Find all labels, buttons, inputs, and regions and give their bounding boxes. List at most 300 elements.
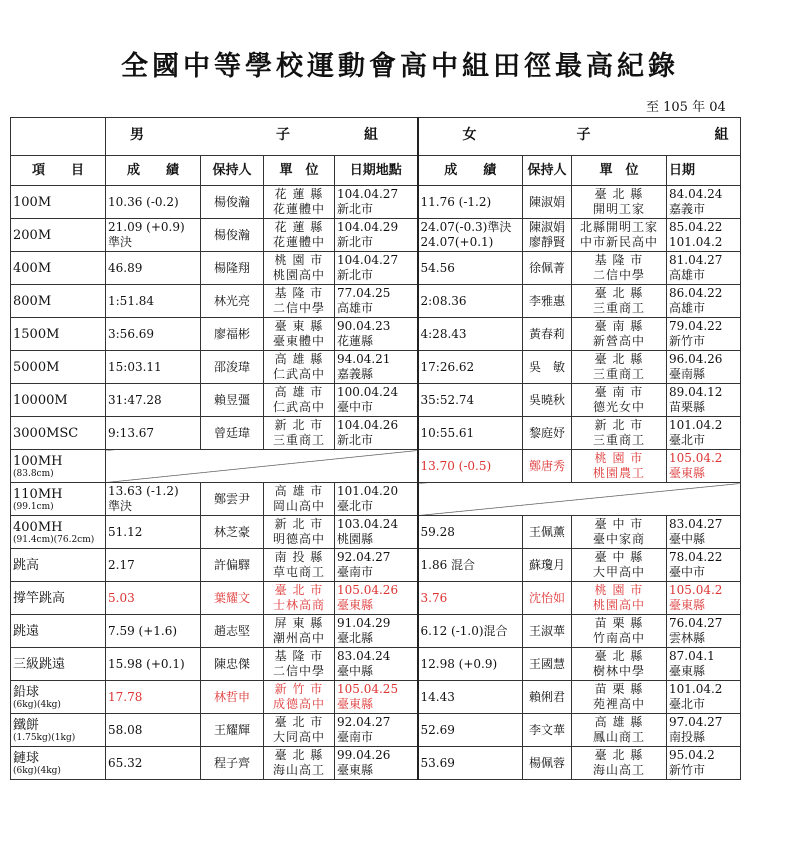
women-result-line: 24.07(-0.3)準決: [420, 220, 512, 234]
men-result: [106, 582, 201, 615]
men-unit-line: 士林高商: [272, 598, 325, 612]
event-label: 100MH: [13, 453, 63, 469]
men-date-line: 臺東縣: [337, 763, 374, 777]
men-date: [335, 285, 418, 318]
women-result-line: 3.76: [420, 590, 448, 605]
men-date-line: 臺東縣: [337, 697, 374, 711]
women-unit-line: 臺 北 縣: [594, 748, 644, 762]
women-holder-line: 徐佩菁: [528, 260, 565, 275]
men-holder: [201, 681, 264, 714]
men-result-line: 15:03.11: [108, 359, 162, 374]
women-group-char-1: 女: [462, 127, 477, 143]
women-unit: [572, 714, 667, 747]
women-date: [667, 417, 741, 450]
record-row: [11, 384, 741, 417]
men-result-line: 58.08: [108, 722, 143, 737]
event-name: [11, 714, 106, 747]
column-header-row: [11, 156, 741, 186]
men-holder-line: 程子齊: [213, 755, 250, 770]
men-result-line: 46.89: [108, 260, 143, 275]
men-result: [106, 417, 201, 450]
women-unit-line: 三重商工: [592, 433, 645, 447]
col-w-result: 成 績: [418, 156, 523, 186]
women-date-line: 101.04.2: [669, 235, 723, 249]
women-date-line: 臺東縣: [669, 466, 706, 480]
event-name: [11, 483, 106, 516]
men-result: [106, 615, 201, 648]
men-result: [106, 747, 201, 780]
record-row: [11, 681, 741, 714]
women-result: [418, 714, 523, 747]
men-group-header: [106, 118, 418, 156]
men-unit: [264, 186, 335, 219]
women-date-line: 臺南縣: [669, 367, 706, 381]
men-result: [106, 351, 201, 384]
women-holder-line: 王佩薰: [528, 524, 565, 539]
women-unit-line: 桃 園 市: [594, 451, 644, 465]
men-group-char-1: 男: [130, 127, 144, 143]
women-unit-line: 大甲高中: [592, 565, 645, 579]
men-unit-line: 花蓮體中: [272, 202, 325, 216]
men-holder: [201, 582, 264, 615]
men-unit-line: 新 竹 市: [274, 682, 324, 696]
women-date-line: 臺北市: [669, 433, 706, 447]
women-unit-line: 三重商工: [592, 301, 645, 315]
event-spec: (1.75kg)(1kg): [13, 732, 76, 743]
event-name: [11, 450, 106, 483]
women-result: [418, 318, 523, 351]
women-holder: [523, 219, 572, 252]
men-unit-line: 臺 東 縣: [274, 319, 324, 333]
men-unit-line: 二信中學: [272, 301, 325, 315]
men-unit-line: 桃園高中: [272, 268, 325, 282]
men-unit-line: 仁武高中: [272, 400, 325, 414]
men-result-line: 17.78: [108, 689, 143, 704]
men-holder: [201, 186, 264, 219]
women-unit: [572, 747, 667, 780]
men-holder: [201, 747, 264, 780]
women-unit: [572, 318, 667, 351]
women-holder: [523, 714, 572, 747]
women-date-line: 高雄市: [669, 301, 706, 315]
women-date-line: 臺東縣: [669, 664, 706, 678]
col-m-date: 日期地點: [335, 156, 418, 186]
women-date: [667, 285, 741, 318]
men-result-line: 5.03: [108, 590, 135, 605]
women-unit-line: 臺中家商: [592, 532, 645, 546]
women-date-line: 89.04.12: [669, 385, 723, 399]
women-unit-line: 中市新民高中: [579, 235, 658, 249]
women-holder: [523, 252, 572, 285]
women-unit-line: 桃園農工: [592, 466, 645, 480]
men-result: [106, 285, 201, 318]
men-date: [335, 351, 418, 384]
event-label: 400M: [13, 260, 52, 276]
women-result-line: 54.56: [420, 260, 455, 275]
women-date-line: 南投縣: [669, 730, 706, 744]
event-label: 鉛球: [13, 684, 40, 700]
col-m-holder: 保持人: [201, 156, 264, 186]
men-unit: [264, 384, 335, 417]
women-holder-line: 王國慧: [528, 656, 565, 671]
women-unit: [572, 582, 667, 615]
men-holder: [201, 549, 264, 582]
men-result: [106, 648, 201, 681]
men-unit: [264, 285, 335, 318]
men-holder-line: 賴昱彊: [213, 392, 250, 407]
men-result-line: 15.98 (+0.1): [108, 656, 185, 671]
women-holder-line: 陳淑娟: [528, 194, 565, 209]
women-date: [667, 450, 741, 483]
men-date-line: 新北市: [337, 235, 374, 249]
men-holder: [201, 219, 264, 252]
women-date: [667, 516, 741, 549]
women-date: [667, 747, 741, 780]
women-unit-line: 三重商工: [592, 367, 645, 381]
men-unit-line: 草屯商工: [272, 565, 325, 579]
men-unit: [264, 252, 335, 285]
women-unit-line: 桃園高中: [592, 598, 645, 612]
women-holder: [523, 516, 572, 549]
women-unit: [572, 417, 667, 450]
men-result: [106, 219, 201, 252]
men-unit-line: 新 北 市: [274, 418, 324, 432]
men-date-line: 新北市: [337, 268, 374, 282]
men-date: [335, 615, 418, 648]
men-holder: [201, 714, 264, 747]
women-date: [667, 549, 741, 582]
women-result: [418, 615, 523, 648]
women-holder: [523, 549, 572, 582]
women-holder-line: 李雅惠: [528, 293, 565, 308]
men-date-line: 臺南市: [337, 730, 374, 744]
men-date-line: 桃園縣: [337, 532, 374, 546]
men-result-line: 10.36 (-0.2): [108, 194, 179, 209]
men-date-line: 臺中縣: [337, 664, 374, 678]
men-holder-line: 楊俊瀚: [213, 227, 250, 242]
men-date-line: 90.04.23: [337, 319, 391, 333]
women-result-line: 13.70 (-0.5): [420, 458, 492, 473]
women-group-header: [418, 118, 741, 156]
record-row: [11, 714, 741, 747]
women-result-line: 17:26.62: [420, 359, 475, 374]
women-date-line: 新竹市: [669, 334, 706, 348]
women-unit-line: 臺 中 市: [594, 517, 644, 531]
event-label: 1500M: [13, 326, 60, 342]
record-row: [11, 351, 741, 384]
event-name: [11, 549, 106, 582]
men-date-line: 104.04.27: [337, 187, 399, 201]
women-date: [667, 219, 741, 252]
women-date: [667, 186, 741, 219]
record-row: [11, 648, 741, 681]
women-result-line: 1.86 混合: [420, 557, 476, 572]
women-holder-line: 賴俐君: [528, 689, 565, 704]
men-date-line: 100.04.24: [337, 385, 399, 399]
women-unit: [572, 450, 667, 483]
women-date-line: 79.04.22: [669, 319, 723, 333]
men-unit-line: 臺 北 市: [274, 583, 324, 597]
col-w-unit: 單 位: [572, 156, 667, 186]
event-name: [11, 747, 106, 780]
men-result: [106, 186, 201, 219]
men-date-line: 高雄市: [337, 301, 374, 315]
women-holder: [523, 582, 572, 615]
men-unit: [264, 648, 335, 681]
men-unit-line: 花 蓮 縣: [274, 187, 324, 201]
women-result-line: 12.98 (+0.9): [420, 656, 498, 671]
men-date-line: 臺北市: [337, 499, 374, 513]
women-unit: [572, 516, 667, 549]
women-date: [667, 252, 741, 285]
women-date-line: 84.04.24: [669, 187, 723, 201]
women-result: [418, 219, 523, 252]
men-result: [106, 681, 201, 714]
men-holder: [201, 252, 264, 285]
men-result-line: 1:51.84: [108, 293, 155, 308]
men-unit-line: 基 隆 市: [274, 649, 324, 663]
men-date: [335, 549, 418, 582]
women-result-line: 4:28.43: [420, 326, 467, 341]
women-unit-line: 二信中學: [592, 268, 645, 282]
men-date: [335, 417, 418, 450]
women-result: [418, 648, 523, 681]
women-unit-line: 臺 北 縣: [594, 352, 644, 366]
women-group-char-2: 子: [576, 127, 591, 143]
women-result-line: 2:08.36: [420, 293, 467, 308]
men-group-char-3: 組: [364, 127, 378, 143]
men-holder: [201, 615, 264, 648]
women-date-line: 81.04.27: [669, 253, 723, 267]
men-unit: [264, 417, 335, 450]
men-holder: [201, 417, 264, 450]
women-holder-line: 廖靜賢: [528, 235, 565, 249]
men-date-line: 92.04.27: [337, 715, 391, 729]
men-date-line: 99.04.26: [337, 748, 391, 762]
women-result: [418, 285, 523, 318]
men-date-line: 77.04.25: [337, 286, 391, 300]
women-result-line: 59.28: [420, 524, 455, 539]
men-date-line: 花蓮縣: [337, 334, 374, 348]
men-result: [106, 252, 201, 285]
men-unit-line: 岡山高中: [272, 499, 325, 513]
women-holder-line: 鄭唐秀: [528, 458, 565, 473]
event-label: 3000MSC: [13, 425, 79, 441]
women-date: [667, 582, 741, 615]
women-unit-line: 德光女中: [592, 400, 645, 414]
women-date: [667, 351, 741, 384]
women-date-line: 嘉義市: [669, 202, 706, 216]
women-result: [418, 450, 523, 483]
women-unit-line: 苗 栗 縣: [594, 616, 644, 630]
men-result-line: 65.32: [108, 755, 143, 770]
event-spec: (6kg)(4kg): [13, 765, 61, 776]
men-date-line: 91.04.29: [337, 616, 391, 630]
women-date-line: 76.04.27: [669, 616, 723, 630]
men-date: [335, 747, 418, 780]
men-unit-line: 二信中學: [272, 664, 325, 678]
men-unit-line: 桃 園 市: [274, 253, 324, 267]
women-holder-line: 沈怡如: [528, 590, 565, 605]
women-date-line: 83.04.27: [669, 517, 723, 531]
record-row: [11, 516, 741, 549]
men-unit-line: 南 投 縣: [274, 550, 324, 564]
men-unit: [264, 549, 335, 582]
women-unit: [572, 285, 667, 318]
event-spec: (83.8cm): [13, 468, 54, 479]
women-holder-line: 蘇瓊月: [528, 557, 565, 572]
men-date-line: 105.04.26: [337, 583, 399, 597]
men-unit-line: 臺 北 市: [274, 715, 324, 729]
men-date: [335, 483, 418, 516]
men-unit: [264, 615, 335, 648]
women-result: [418, 417, 523, 450]
women-result-line: 53.69: [420, 755, 455, 770]
col-m-unit: 單 位: [264, 156, 335, 186]
men-date-line: 104.04.26: [337, 418, 399, 432]
record-row: [11, 318, 741, 351]
women-result-line: 14.43: [420, 689, 455, 704]
women-date: [667, 615, 741, 648]
men-holder-line: 楊隆翔: [213, 260, 250, 275]
women-unit: [572, 252, 667, 285]
women-date-line: 95.04.2: [669, 748, 715, 762]
women-result: [418, 582, 523, 615]
men-unit-line: 三重商工: [272, 433, 325, 447]
men-holder-line: 趙志堅: [213, 623, 250, 638]
record-row: [11, 219, 741, 252]
event-name: [11, 252, 106, 285]
record-row: [11, 615, 741, 648]
women-no-record: [418, 483, 741, 516]
women-result-line: 6.12 (-1.0)混合: [420, 623, 508, 638]
women-result-line: 10:55.61: [420, 425, 475, 440]
men-unit-line: 大同高中: [272, 730, 325, 744]
women-unit-line: 新 北 市: [594, 418, 644, 432]
women-unit-line: 樹林中學: [592, 664, 645, 678]
men-result: [106, 384, 201, 417]
women-unit: [572, 615, 667, 648]
women-unit-line: 臺 北 縣: [594, 286, 644, 300]
women-unit-line: 苑裡高中: [592, 697, 645, 711]
women-holder: [523, 417, 572, 450]
women-holder-line: 黎庭妤: [528, 425, 565, 440]
women-date-line: 臺東縣: [669, 598, 706, 612]
men-holder-line: 陳忠傑: [213, 656, 250, 671]
women-holder-line: 陳淑娟: [528, 220, 565, 234]
men-result: [106, 516, 201, 549]
women-date: [667, 681, 741, 714]
women-date: [667, 714, 741, 747]
women-result-line: 35:52.74: [420, 392, 475, 407]
men-holder-line: 王耀輝: [213, 722, 250, 737]
men-holder: [201, 516, 264, 549]
women-result: [418, 681, 523, 714]
men-date-line: 101.04.20: [337, 484, 399, 498]
men-unit-line: 屏 東 縣: [274, 616, 324, 630]
men-unit-line: 高 雄 縣: [274, 352, 324, 366]
men-date-line: 104.04.29: [337, 220, 399, 234]
event-name: [11, 582, 106, 615]
women-holder: [523, 318, 572, 351]
women-unit-line: 臺 中 縣: [594, 550, 644, 564]
event-name: [11, 516, 106, 549]
women-date-line: 臺中市: [669, 565, 706, 579]
women-date-line: 78.04.22: [669, 550, 723, 564]
women-date-line: 101.04.2: [669, 682, 723, 696]
men-unit-line: 潮州高中: [272, 631, 325, 645]
men-holder-line: 廖福彬: [213, 326, 250, 341]
men-holder: [201, 648, 264, 681]
women-unit-line: 新營高中: [592, 334, 645, 348]
women-date: [667, 384, 741, 417]
women-date-line: 85.04.22: [669, 220, 723, 234]
men-unit: [264, 516, 335, 549]
event-name: [11, 285, 106, 318]
men-result-line: 7.59 (+1.6): [108, 623, 178, 638]
women-unit: [572, 384, 667, 417]
event-name: [11, 219, 106, 252]
women-result: [418, 516, 523, 549]
women-result-line: 11.76 (-1.2): [420, 194, 492, 209]
men-date-line: 105.04.25: [337, 682, 399, 696]
women-unit-line: 臺 南 縣: [594, 319, 644, 333]
event-label: 5000M: [13, 359, 60, 375]
page-title: 全國中等學校運動會高中組田徑最高紀錄: [121, 51, 679, 82]
record-row: [11, 417, 741, 450]
col-m-result: 成 績: [106, 156, 201, 186]
women-result-line: 24.07(+0.1): [420, 235, 494, 249]
men-unit-line: 花 蓮 縣: [274, 220, 324, 234]
women-result: [418, 186, 523, 219]
women-holder-line: 李文華: [528, 722, 565, 737]
men-date: [335, 648, 418, 681]
col-w-date: 日期: [667, 156, 741, 186]
col-w-holder: 保持人: [523, 156, 572, 186]
men-result-line: 51.12: [108, 524, 143, 539]
women-date-line: 臺中縣: [669, 532, 706, 546]
women-unit-line: 桃 園 市: [594, 583, 644, 597]
event-label: 10000M: [13, 392, 68, 408]
women-date-line: 101.04.2: [669, 418, 723, 432]
women-unit-line: 臺 北 縣: [594, 649, 644, 663]
men-result-line: 準決: [108, 235, 133, 249]
event-label: 跳高: [13, 557, 40, 573]
men-unit-line: 花蓮體中: [272, 235, 325, 249]
men-unit: [264, 747, 335, 780]
men-unit: [264, 582, 335, 615]
men-unit-line: 高 雄 市: [274, 385, 324, 399]
women-unit: [572, 549, 667, 582]
record-row: [11, 483, 741, 516]
women-unit-line: 臺 南 市: [594, 385, 644, 399]
men-result: [106, 318, 201, 351]
event-spec: (91.4cm)(76.2cm): [13, 534, 95, 545]
men-date-line: 新北市: [337, 433, 374, 447]
men-unit: [264, 318, 335, 351]
women-date-line: 雲林縣: [669, 631, 706, 645]
women-unit-line: 北縣開明工家: [579, 220, 658, 234]
men-result-line: 31:47.28: [108, 392, 162, 407]
women-result: [418, 549, 523, 582]
men-date-line: 嘉義縣: [337, 367, 374, 381]
men-holder: [201, 318, 264, 351]
record-row: [11, 747, 741, 780]
men-unit-line: 高 雄 市: [274, 484, 324, 498]
as-of-date: 至 105 年 04: [646, 100, 726, 115]
men-no-record: [106, 450, 418, 483]
event-name: [11, 615, 106, 648]
